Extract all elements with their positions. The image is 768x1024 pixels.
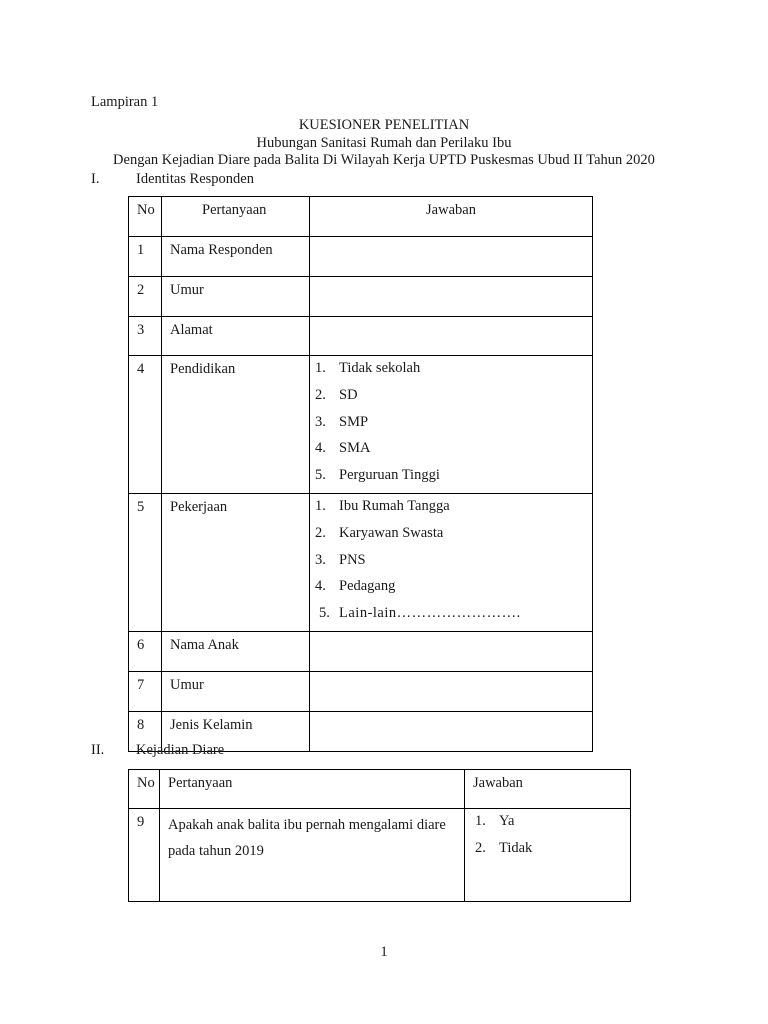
answer-field-umur-anak[interactable] [310, 671, 593, 711]
header-cell-question [162, 197, 310, 237]
row-question: Alamat [170, 322, 213, 338]
answer-field-nama-responden[interactable] [310, 237, 593, 277]
section-2-number: II. [91, 742, 105, 758]
row-no: 2 [137, 282, 145, 298]
table-row [129, 671, 593, 711]
option-label: Karyawan Swasta [339, 524, 444, 541]
option-item[interactable] [315, 359, 592, 386]
table-row [129, 356, 593, 494]
option-item[interactable] [315, 604, 592, 631]
header-question: Pertanyaan [168, 775, 233, 791]
row-no: 9 [137, 814, 145, 830]
table-row [129, 277, 593, 317]
option-number: 1. [475, 813, 486, 829]
row-question: Jenis Kelamin [170, 716, 253, 733]
section-2-title: Kejadian Diare [136, 742, 225, 758]
row-question: Apakah anak balita ibu pernah mengalami diare pada tahun 2019 [168, 817, 446, 859]
option-item[interactable] [475, 812, 630, 839]
table-row [129, 631, 593, 671]
option-number: 4. [315, 440, 326, 457]
section-1-number: I. [91, 171, 100, 187]
option-item[interactable] [315, 413, 592, 440]
row-no: 5 [137, 498, 145, 515]
option-label: Tidak [499, 839, 533, 856]
option-item[interactable] [315, 524, 592, 551]
row-question: Umur [170, 282, 204, 298]
identity-table [128, 196, 593, 752]
option-item[interactable] [315, 497, 592, 524]
option-label: SMA [339, 440, 371, 457]
document-subtitle-1: Hubungan Sanitasi Rumah dan Perilaku Ibu [256, 135, 512, 151]
option-label: Lain-lain……………………. [339, 605, 521, 622]
table-row [129, 809, 631, 902]
row-question: Pekerjaan [170, 498, 228, 515]
option-label: SD [339, 386, 358, 403]
row-no: 3 [137, 322, 145, 338]
header-question: Pertanyaan [202, 202, 267, 218]
document-title: KUESIONER PENELITIAN [298, 117, 470, 133]
option-label: Perguruan Tinggi [339, 467, 440, 484]
option-item[interactable] [475, 839, 630, 866]
option-label: Pedagang [339, 578, 396, 595]
table-header-row [129, 770, 631, 809]
header-answer: Jawaban [473, 775, 523, 791]
option-number: 2. [315, 524, 326, 541]
answer-field-nama-anak[interactable] [310, 631, 593, 671]
option-number: 5. [315, 467, 326, 484]
lampiran-label: Lampiran 1 [91, 94, 159, 110]
option-item[interactable] [315, 577, 592, 604]
table-row [129, 317, 593, 356]
option-label: Ibu Rumah Tangga [339, 497, 450, 514]
option-number: 3. [315, 551, 326, 568]
option-label: Ya [499, 813, 515, 829]
answer-field-jenis-kelamin[interactable] [310, 711, 593, 751]
row-no: 7 [137, 676, 145, 693]
row-question: Nama Responden [170, 242, 273, 258]
row-question: Pendidikan [170, 361, 236, 377]
option-item[interactable] [315, 551, 592, 578]
header-no: No [137, 775, 155, 791]
row-no: 6 [137, 636, 145, 653]
option-number: 1. [315, 497, 326, 514]
row-question: Nama Anak [170, 636, 239, 653]
answer-field-umur[interactable] [310, 277, 593, 317]
table-row [129, 237, 593, 277]
diarrhea-table [128, 769, 631, 902]
header-cell-answer [310, 197, 593, 237]
answer-options-diare [465, 809, 631, 902]
option-item[interactable] [315, 466, 592, 493]
row-no: 1 [137, 242, 145, 258]
option-number: 4. [315, 578, 326, 595]
option-number: 5. [319, 605, 330, 622]
option-item[interactable] [315, 439, 592, 466]
header-cell-no [129, 197, 162, 237]
option-number: 2. [475, 839, 486, 856]
row-no: 4 [137, 361, 145, 377]
answer-options-pendidikan [310, 356, 593, 494]
section-1-title: Identitas Responden [136, 171, 254, 187]
option-number: 2. [315, 386, 326, 403]
option-number: 1. [315, 360, 326, 376]
option-label: Tidak sekolah [339, 360, 421, 376]
header-no: No [137, 202, 155, 218]
option-number: 3. [315, 413, 326, 430]
row-no: 8 [137, 716, 145, 733]
table-header-row [129, 197, 593, 237]
row-question: Umur [170, 676, 204, 693]
header-answer: Jawaban [426, 202, 476, 218]
page-number: 1 [380, 944, 388, 960]
answer-options-pekerjaan [310, 493, 593, 631]
option-item[interactable] [315, 386, 592, 413]
table-row [129, 493, 593, 631]
option-label: SMP [339, 413, 369, 430]
document-subtitle-2: Dengan Kejadian Diare pada Balita Di Wilayah Kerja UPTD Puskesmas Ubud II Tahun 2020 [113, 152, 655, 168]
answer-field-alamat[interactable] [310, 317, 593, 356]
option-label: PNS [339, 551, 366, 568]
